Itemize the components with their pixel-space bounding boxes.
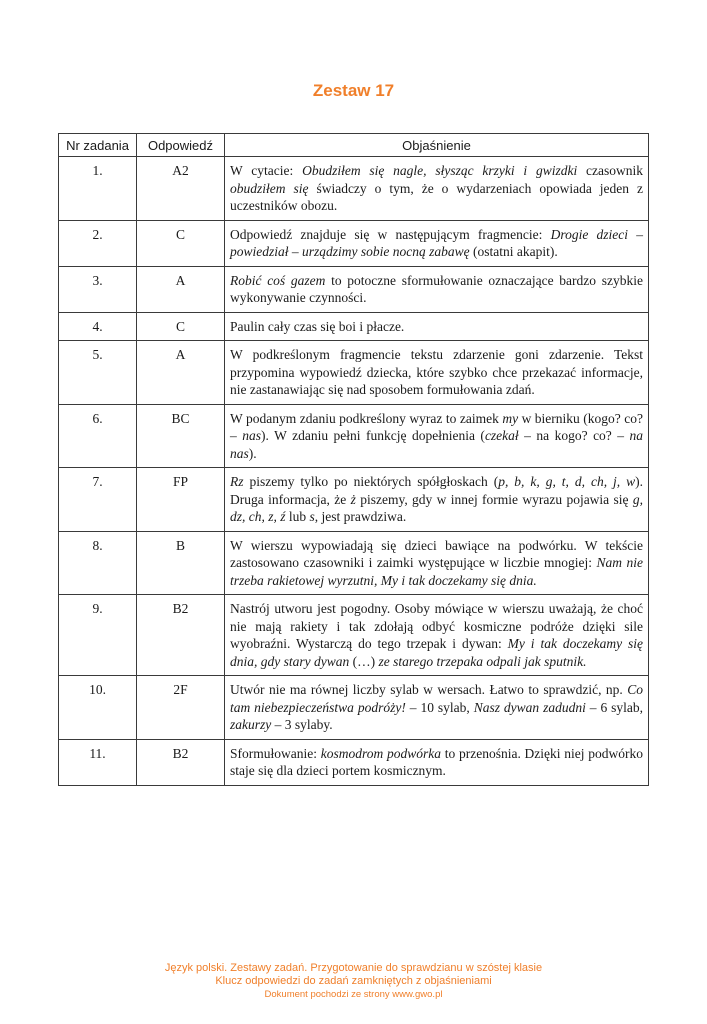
- explanation-quote: nas: [242, 428, 261, 443]
- task-explanation: [225, 157, 649, 221]
- table-row: [59, 404, 649, 468]
- explanation-text: w bierniku (kogo? co? –: [230, 410, 643, 443]
- task-answer: B2: [137, 739, 225, 785]
- explanation-text: to potoczne sformułowanie oznaczające bardzo szybkie wykonywanie czynności.: [230, 272, 643, 305]
- explanation-quote: czekał: [484, 428, 519, 443]
- explanation-text: (ostatni akapit).: [469, 244, 558, 259]
- explanation-text: piszemy, gdy w innej formie wyrazu pojawia się: [355, 491, 633, 507]
- explanation-text: – 10 sylab,: [405, 699, 474, 715]
- explanation-text: ).: [248, 445, 257, 461]
- explanation-text: (…): [349, 653, 379, 669]
- table-row: [59, 531, 649, 595]
- explanation-text: – 6 sylab,: [585, 699, 644, 715]
- explanation-quote: Co tam niebezpieczeństwa podróży!: [230, 682, 643, 715]
- table-header-row: [59, 134, 649, 157]
- task-number: 10.: [59, 676, 137, 740]
- explanation-quote: Nasz dywan zadudni: [473, 699, 586, 715]
- explanation-text: lub: [285, 509, 310, 524]
- explanation-text: Utwór nie ma równej liczby sylab w wersach. Łatwo to sprawdzić, np.: [230, 682, 628, 697]
- task-number: 3.: [59, 266, 137, 312]
- task-answer: A2: [137, 157, 225, 221]
- table-row: [59, 676, 649, 740]
- explanation-quote: na nas: [230, 428, 644, 461]
- footer-subtitle: Klucz odpowiedzi do zadań zamkniętych z objaśnieniami: [215, 975, 492, 987]
- task-answer: B: [137, 531, 225, 595]
- task-number: 8.: [59, 531, 137, 595]
- explanation-text: – 3 sylaby.: [271, 717, 333, 732]
- explanation-quote: ze starego trzepaka odpali jak sputnik.: [378, 653, 587, 669]
- explanation-quote: my: [502, 410, 519, 426]
- table-row: [59, 595, 649, 676]
- explanation-text: W wierszu wypowiadają się dzieci bawiące na podwórku. W tekście zastosowano czasowniki i zaimki występujące w liczbie mnogiej:: [230, 537, 643, 570]
- task-number: 9.: [59, 595, 137, 676]
- explanation-text: ). Druga informacja, że: [230, 474, 643, 507]
- explanation-text: Paulin cały czas się boi i płacze.: [230, 318, 405, 334]
- task-explanation: [225, 468, 649, 532]
- task-explanation: [225, 404, 649, 468]
- explanation-text: Nastrój utworu jest pogodny. Osoby mówiące w wierszu uważają, że choć nie mają rakiety i tak zdołają odbyć kosmiczne podróże dzięki sile wyobraźni. Wystarczą do tego trzepak i dywan:: [230, 601, 643, 651]
- table-row: [59, 341, 649, 405]
- footer-source: Dokument pochodzi ze strony www.gwo.pl: [264, 989, 443, 1000]
- table-row: [59, 266, 649, 312]
- explanation-text: W podanym zdaniu podkreślony wyraz to zaimek: [230, 410, 503, 426]
- explanation-text: Odpowiedź znajduje się w następującym fragmencie:: [230, 226, 551, 242]
- explanation-quote: Drogie dzieci – powiedział – urządzimy sobie nocną zabawę: [230, 226, 643, 259]
- task-number: 2.: [59, 220, 137, 266]
- explanation-quote: s: [309, 509, 315, 524]
- footer-book-title: Język polski. Zestawy zadań. Przygotowanie do sprawdzianu w szóstej klasie: [164, 962, 543, 974]
- task-explanation: [225, 266, 649, 312]
- explanation-text: to przenośnia. Dzięki niej podwórko staje się dla dzieci portem kosmicznym.: [230, 745, 644, 778]
- explanation-text: czasownik: [577, 163, 644, 178]
- explanation-text: W cytacie:: [230, 163, 303, 178]
- task-number: 5.: [59, 341, 137, 405]
- task-answer: C: [137, 312, 225, 341]
- table-row: [59, 739, 649, 785]
- table-row: [59, 157, 649, 221]
- column-header-answer: Odpowiedź: [137, 134, 225, 157]
- explanation-text: Sformułowanie:: [230, 745, 321, 761]
- task-answer: A: [137, 266, 225, 312]
- explanation-text: piszemy tylko po niektórych spółgłoskach (: [243, 474, 499, 489]
- column-header-explanation: Objaśnienie: [225, 134, 649, 157]
- task-answer: FP: [137, 468, 225, 532]
- explanation-quote: Nam nie trzeba rakietowej wyrzutni, My i tak doczekamy się dnia.: [230, 555, 643, 588]
- explanation-quote: ż: [350, 491, 356, 507]
- task-number: 4.: [59, 312, 137, 341]
- task-answer: B2: [137, 595, 225, 676]
- page-title: Zestaw 17: [312, 81, 395, 100]
- explanation-quote: kosmodrom podwórka: [320, 745, 441, 761]
- task-number: 7.: [59, 468, 137, 532]
- task-explanation: [225, 312, 649, 341]
- task-number: 1.: [59, 157, 137, 221]
- column-header-number: Nr zadania: [59, 134, 137, 157]
- explanation-text: świadczy o tym, że o wydarzeniach opowiada jeden z uczestników obozu.: [230, 180, 643, 213]
- table-row: [59, 220, 649, 266]
- table-row: [59, 312, 649, 341]
- task-explanation: [225, 220, 649, 266]
- table-row: [59, 468, 649, 532]
- explanation-quote: Robić coś gazem: [230, 272, 326, 288]
- explanation-quote: My i tak doczekamy się dnia, gdy stary dywan: [230, 636, 644, 669]
- explanation-quote: p, b, k, g, t, d, ch, j, w: [498, 474, 636, 489]
- task-explanation: [225, 531, 649, 595]
- task-answer: A: [137, 341, 225, 405]
- task-explanation: [225, 595, 649, 676]
- task-number: 6.: [59, 404, 137, 468]
- explanation-quote: g, dz, ch, z, ź: [230, 491, 643, 524]
- explanation-quote: Rz: [230, 474, 244, 489]
- answer-key-table: [58, 133, 649, 786]
- task-explanation: [225, 739, 649, 785]
- explanation-quote: obudziłem się: [230, 180, 309, 196]
- task-answer: C: [137, 220, 225, 266]
- task-answer: 2F: [137, 676, 225, 740]
- explanation-text: , jest prawdziwa.: [314, 509, 407, 524]
- explanation-quote: Obudziłem się nagle, słysząc krzyki i gwizdki: [302, 163, 578, 178]
- explanation-text: W podkreślonym fragmencie tekstu zdarzenie goni zdarzenie. Tekst przypomina wypowiedź dziecka, które szybko chce przekazać informacje, nie zastanawiając się nad sposobem formułowania zdań.: [230, 347, 643, 397]
- task-number: 11.: [59, 739, 137, 785]
- explanation-text: ). W zdaniu pełni funkcję dopełnienia (: [261, 428, 485, 443]
- task-explanation: [225, 676, 649, 740]
- task-explanation: [225, 341, 649, 405]
- explanation-text: – na kogo? co? –: [518, 428, 630, 443]
- explanation-quote: zakurzy: [230, 717, 272, 732]
- task-answer: BC: [137, 404, 225, 468]
